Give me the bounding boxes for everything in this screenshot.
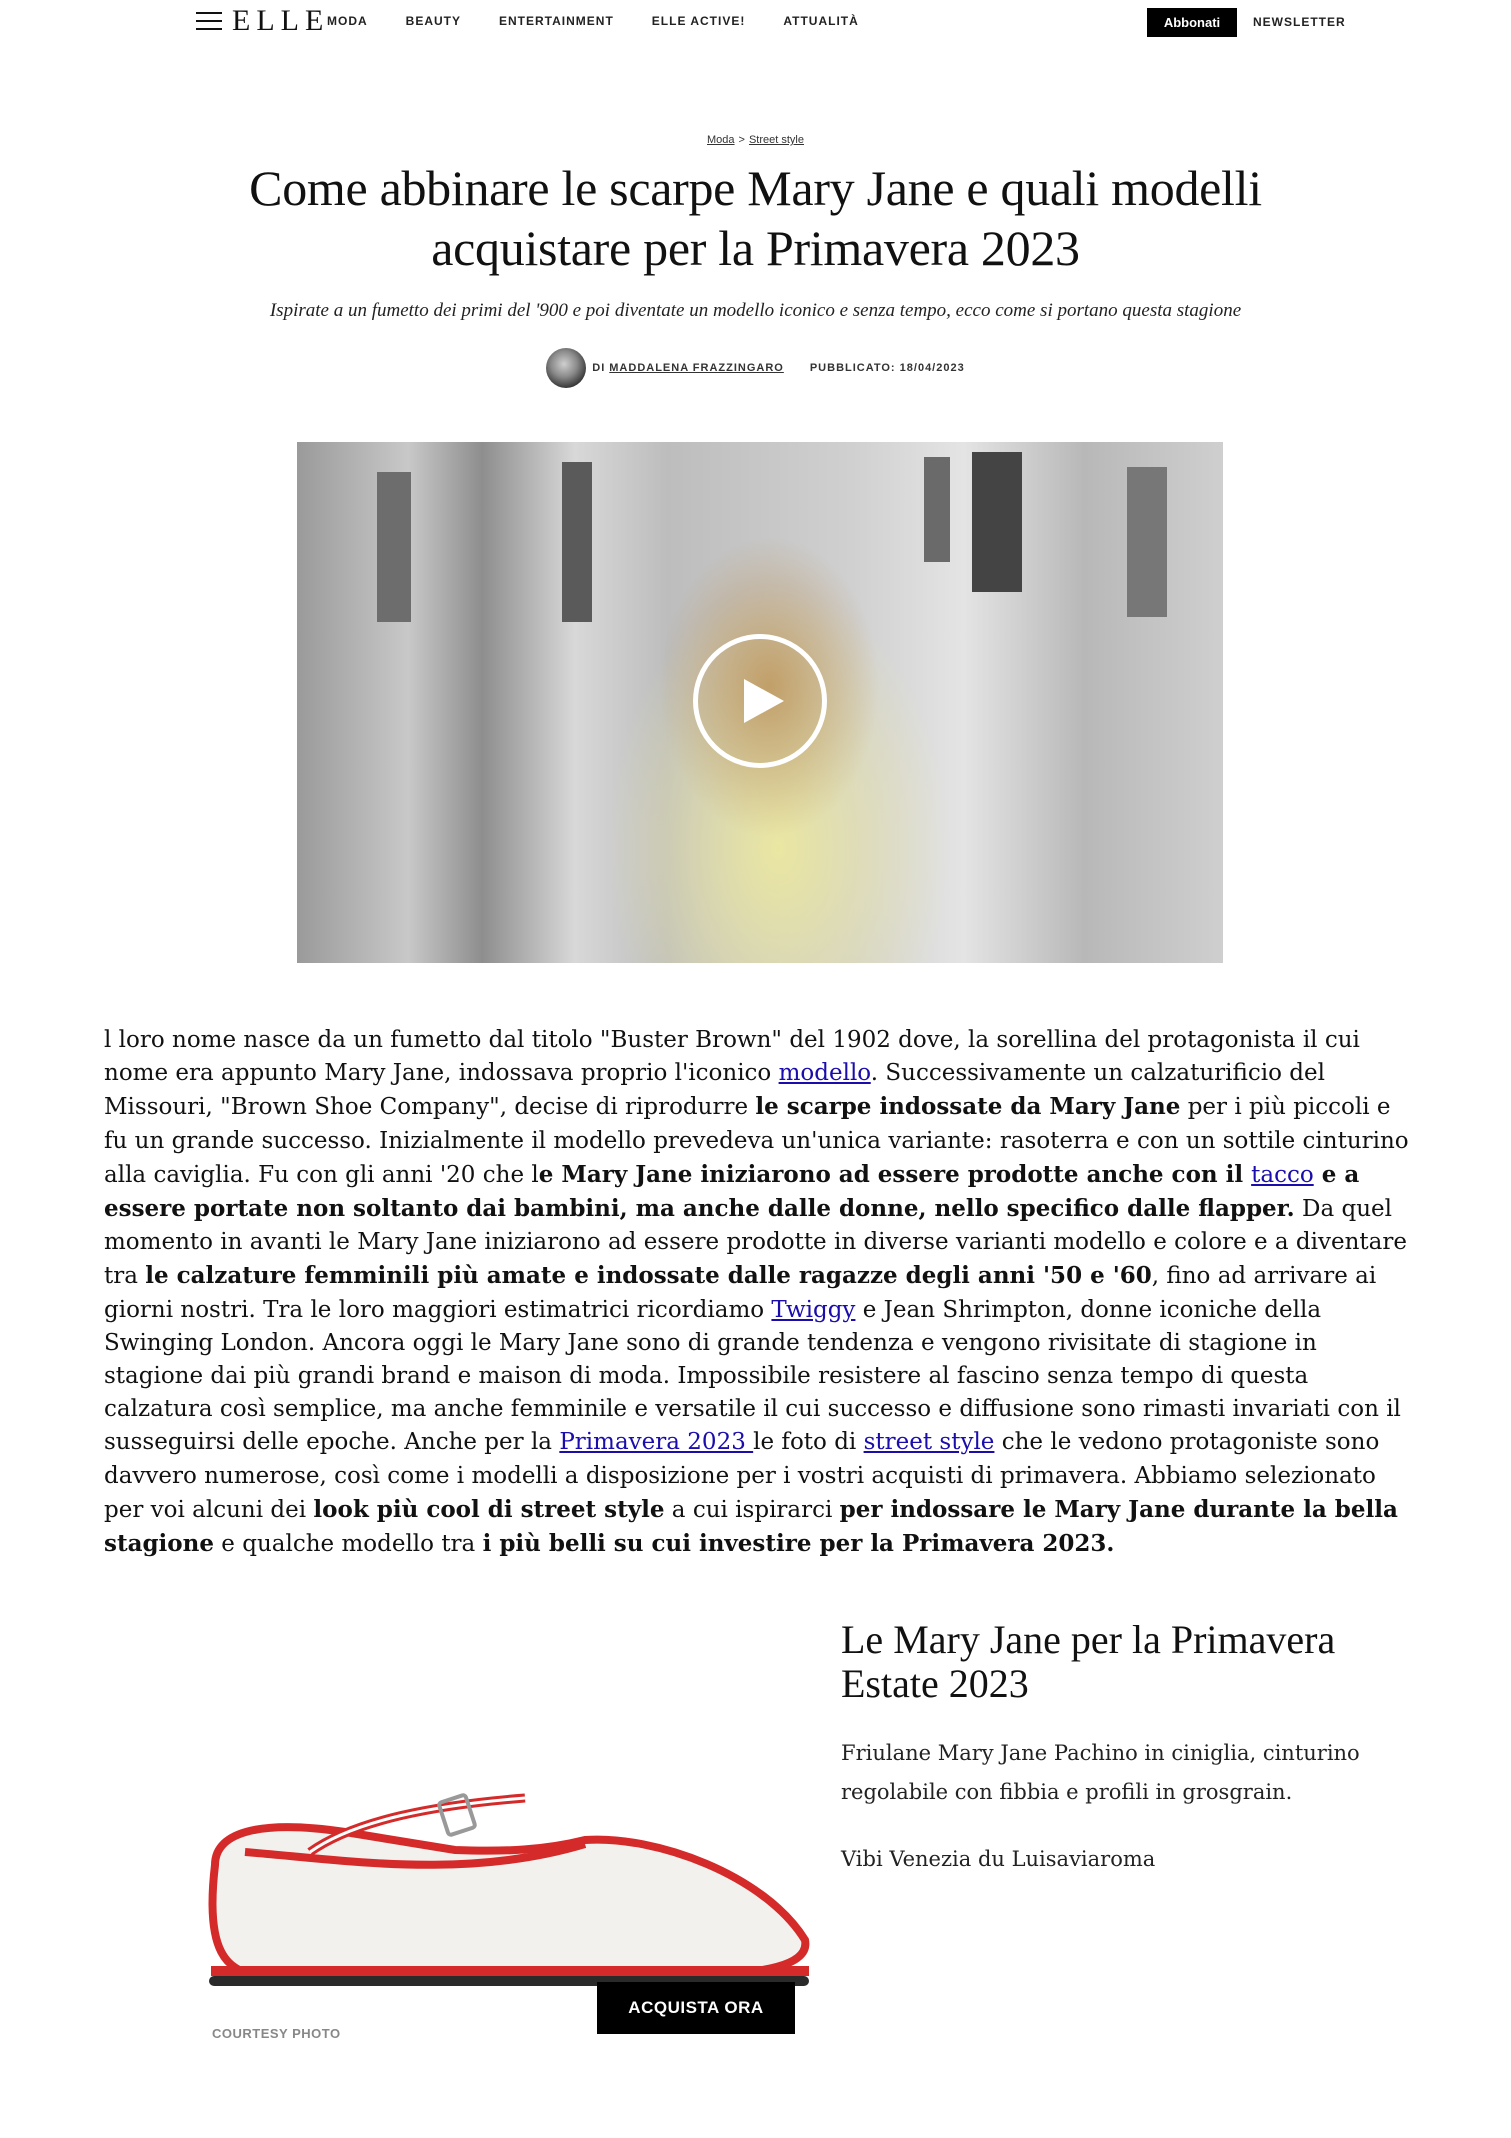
byline xyxy=(0,347,1511,389)
top-navigation xyxy=(0,0,1511,44)
body-text: a cui ispirarci xyxy=(664,1496,840,1523)
inline-link[interactable]: modello xyxy=(778,1060,871,1087)
product-source: Vibi Venezia du Luisaviaroma xyxy=(841,1847,1156,1871)
breadcrumb xyxy=(0,134,1511,146)
author-avatar[interactable] xyxy=(546,348,586,388)
body-text: per i più piccoli e fu un grande successo. Inizialmente il modello prevedeva un'unica variante: rasoterra e con un sottile cinturino alla caviglia. Fu con gli anni '20 che l xyxy=(104,1094,1409,1188)
buy-now-button[interactable]: ACQUISTA ORA xyxy=(597,1982,795,2034)
body-text: Da quel momento in avanti le Mary Jane iniziarono ad essere prodotte in diverse varianti modello e colore e a diventare tra xyxy=(104,1196,1407,1290)
product-description: Friulane Mary Jane Pachino in ciniglia, cinturino regolabile con fibbia e profili in grosgrain. xyxy=(841,1741,1360,1804)
body-text: , fino ad arrivare ai giorni nostri. Tra le loro maggiori estimatrici ricordiamo xyxy=(104,1263,1377,1323)
nav-item-attualita[interactable]: ATTUALITÀ xyxy=(783,14,859,28)
inline-link[interactable]: Primavera 2023 xyxy=(559,1429,754,1456)
background-window xyxy=(924,457,950,562)
body-text: l loro nome nasce da un fumetto dal titolo "Buster Brown" del 1902 dove, la sorellina del protagonista il cui nome era appunto Mary Jane, indossava proprio l'iconico xyxy=(104,1027,1360,1087)
hamburger-menu-icon[interactable] xyxy=(196,10,222,32)
play-button[interactable] xyxy=(693,634,827,768)
background-window xyxy=(562,462,592,622)
newsletter-link[interactable]: NEWSLETTER xyxy=(1253,15,1346,29)
nav-item-moda[interactable]: MODA xyxy=(327,14,368,28)
photo-credit: COURTESY PHOTO xyxy=(212,2026,341,2041)
byline-prefix: DI xyxy=(592,362,606,374)
article-dek: Ispirate a un fumetto dei primi del '900 e poi diventate un modello iconico e senza tempo, ecco come si portano questa stagione xyxy=(269,300,1242,321)
product-image[interactable] xyxy=(205,1780,815,1995)
body-text: . Successivamente un calzaturificio del Missouri, "Brown Shoe Company", decise di riprodurre xyxy=(104,1060,1325,1121)
hero-video[interactable] xyxy=(297,442,1223,963)
publish-date: PUBBLICATO: 18/04/2023 xyxy=(809,362,965,374)
bold-text: le calzature femminili più amate e indossate dalle ragazze degli anni '50 e '60 xyxy=(145,1262,1152,1290)
site-logo[interactable]: ELLE xyxy=(232,4,330,37)
bold-text: per indossare le Mary Jane durante la bella stagione xyxy=(104,1495,1398,1558)
background-window xyxy=(1127,467,1167,617)
inline-link[interactable]: Twiggy xyxy=(771,1296,856,1323)
bold-text: i più belli su cui investire per la Primavera 2023. xyxy=(482,1530,1115,1558)
nav-item-entertainment[interactable]: ENTERTAINMENT xyxy=(499,14,614,28)
background-window xyxy=(377,472,411,622)
nav-item-elle-active[interactable]: ELLE ACTIVE! xyxy=(651,14,746,28)
breadcrumb-street-style[interactable]: Street style xyxy=(748,134,804,146)
background-window xyxy=(972,452,1022,592)
body-text: che le vedono protagoniste sono davvero numerose, così come i modelli a disposizione per i vostri acquisti di primavera. Abbiamo selezionato per voi alcuni dei xyxy=(104,1429,1380,1523)
nav-item-beauty[interactable]: BEAUTY xyxy=(405,14,462,28)
breadcrumb-moda[interactable]: Moda xyxy=(707,134,735,146)
body-text: e Jean Shrimpton, donne iconiche della Swinging London. Ancora oggi le Mary Jane sono di grande tendenza e vengono rivisitate di stagione in stagione dai più grandi brand e maison di moda. Impossibile resistere al fascino senza tempo di questa calzatura così semplice, ma anche femminile e versatile il cui successo e diffusione sono rimasti invariati con il susseguirsi delle epoche. Anche per la xyxy=(104,1296,1401,1456)
product-title: Le Mary Jane per la Primavera Estate 2023 xyxy=(841,1617,1336,1706)
breadcrumb-separator: > xyxy=(738,134,745,146)
play-icon xyxy=(744,679,784,723)
mary-jane-shoe-illustration xyxy=(205,1780,815,1995)
body-text: e qualche modello tra xyxy=(214,1531,483,1558)
bold-text: e Mary Jane iniziarono ad essere prodotte anche con il xyxy=(538,1160,1252,1188)
body-text: le foto di xyxy=(753,1429,864,1456)
bold-text: e a essere portate non soltanto dai bambini, ma anche dalle donne, nello specifico dalle flapper. xyxy=(104,1160,1360,1223)
article-body xyxy=(104,1024,1415,1561)
page-title: Come abbinare le scarpe Mary Jane e quali modelli acquistare per la Primavera 2023 xyxy=(249,160,1262,276)
subscribe-button[interactable]: Abbonati xyxy=(1147,8,1237,37)
inline-link[interactable]: street style xyxy=(863,1429,995,1456)
bold-text: le scarpe indossate da Mary Jane xyxy=(755,1093,1181,1121)
author-link[interactable]: MADDALENA FRAZZINGARO xyxy=(609,362,784,374)
section-nav xyxy=(327,14,897,28)
bold-text: look più cool di street style xyxy=(313,1495,665,1523)
inline-link[interactable]: tacco xyxy=(1251,1161,1314,1188)
